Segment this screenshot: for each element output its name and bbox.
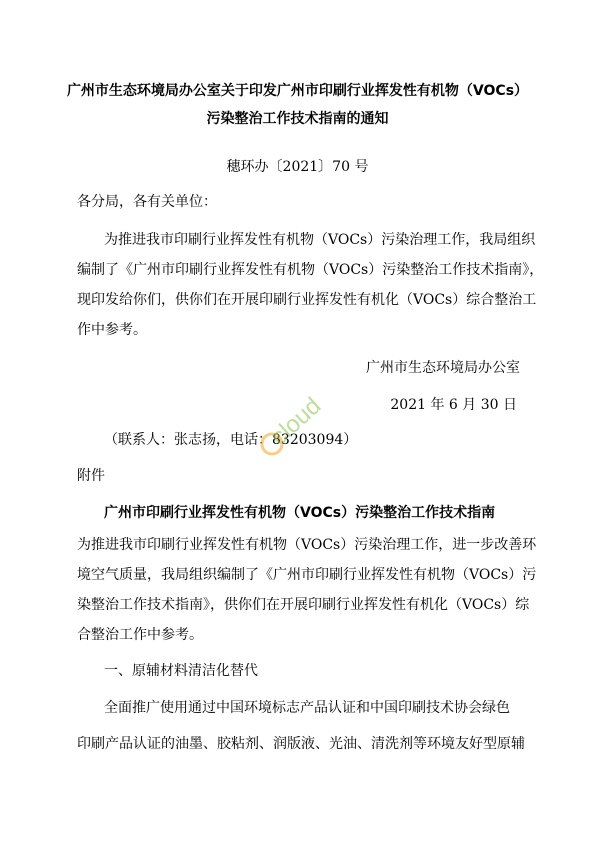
- cloud-watermark-logo: [258, 380, 348, 460]
- notice-body-line: 为推进我市印刷行业挥发性有机物（VOCs）污染治理工作，我局组织: [104, 232, 536, 248]
- notice-title-line1: 广州市生态环境局办公室关于印发广州市印刷行业挥发性有机物（VOCs）: [66, 83, 529, 99]
- guide-intro-line: 合整治工作中参考。: [77, 627, 203, 643]
- section-body-line: 印刷产品认证的油墨、胶粘剂、润版液、光油、清洗剂等环境友好型原辅: [77, 736, 525, 752]
- section-heading: 一、原辅材料清洁化替代: [104, 663, 258, 679]
- salutation: 各分局，各有关单位：: [77, 194, 217, 210]
- guide-title: 广州市印刷行业挥发性有机物（VOCs）污染整治工作技术指南: [104, 505, 496, 521]
- guide-intro-line: 为推进我市印刷行业挥发性有机物（VOCs）污染治理工作，进一步改善环: [77, 537, 537, 553]
- contact-info: （联系人：张志扬，电话：83203094）: [104, 432, 358, 448]
- signature-organization: 广州市生态环境局办公室: [366, 360, 520, 376]
- guide-intro-line: 染整治工作技术指南》，供你们在开展印刷行业挥发性有机化（VOCs）综: [77, 597, 530, 613]
- notice-title-line2: 污染整治工作技术指南的通知: [206, 111, 389, 127]
- section-body-line: 全面推广使用通过中国环境标志产品认证和中国印刷技术协会绿色: [104, 700, 510, 716]
- attachment-label: 附件: [77, 468, 105, 484]
- notice-body-line: 现印发给你们，供你们在开展印刷行业挥发性有机化（VOCs）综合整治工: [77, 292, 537, 308]
- notice-body-line: 编制了《广州市印刷行业挥发性有机物（VOCs）污染整治工作技术指南》，: [77, 262, 544, 278]
- guide-intro-line: 境空气质量，我局组织编制了《广州市印刷行业挥发性有机物（VOCs）污: [77, 567, 537, 583]
- document-number: 穗环办〔2021〕70 号: [226, 159, 369, 175]
- signature-date: 2021 年 6 月 30 日: [390, 397, 517, 413]
- notice-body-line: 作中参考。: [77, 322, 147, 338]
- watermark-text: cloud: [265, 392, 327, 451]
